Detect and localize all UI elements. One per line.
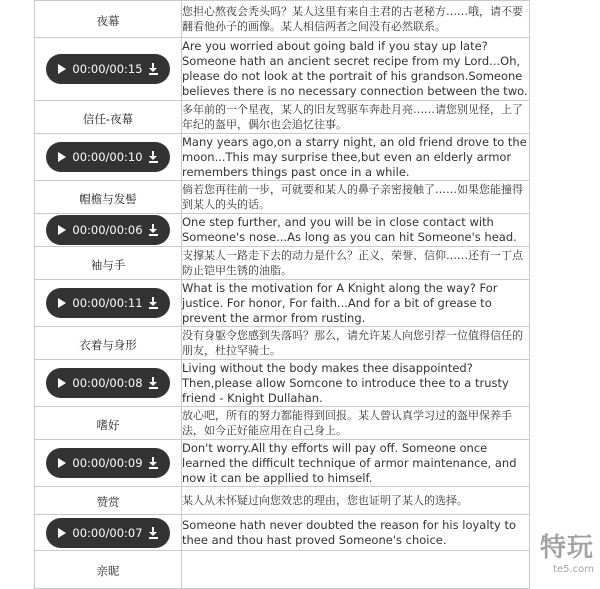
audio-time: 00:00/00:07 — [72, 525, 143, 540]
english-line: Living without the body makes thee disappointed?Then,please allow Somcone to introduce thee to a trusty friend - Knight Dullahan. — [182, 360, 509, 405]
audio-time: 00:00/00:15 — [72, 62, 143, 76]
chinese-line: 某人从未怀疑过向您效忠的理由，您也证明了某人的选择。 — [182, 494, 468, 507]
chinese-line-cell — [182, 327, 530, 360]
table-row — [35, 38, 530, 101]
voice-title-cell — [35, 407, 182, 440]
chinese-line-cell — [182, 487, 530, 515]
download-icon[interactable] — [149, 297, 158, 309]
english-line-cell — [182, 280, 530, 327]
table-row — [35, 1, 530, 38]
table-row — [35, 487, 530, 515]
chinese-line-cell — [182, 101, 530, 134]
voice-title: 信任-夜幕 — [82, 111, 134, 126]
play-icon[interactable] — [58, 152, 66, 162]
audio-player[interactable] — [46, 518, 170, 548]
voice-title: 赞赏 — [96, 495, 120, 509]
voice-title: 帽檐与发髻 — [79, 191, 137, 206]
audio-time: 00:00/00:10 — [72, 150, 143, 164]
voice-title-cell — [35, 327, 182, 360]
watermark-brand: 特玩 — [539, 533, 594, 563]
audio-cell — [35, 134, 182, 181]
audio-cell — [35, 38, 182, 101]
chinese-line: 您担心熬夜会秃头吗？某人这里有来自主君的古老秘方……哦，请不要翻看他孙子的画像。某人相信两者之间没有必然联系。 — [182, 5, 523, 33]
chinese-line-cell — [182, 407, 530, 440]
voice-title-cell — [35, 1, 182, 38]
table-row — [35, 360, 530, 407]
english-line-cell — [182, 134, 530, 181]
play-icon[interactable] — [58, 528, 66, 538]
table-row — [35, 101, 530, 134]
table-row — [35, 247, 530, 280]
english-line-cell — [182, 38, 530, 101]
play-icon[interactable] — [58, 225, 66, 235]
voice-title: 衣着与身形 — [79, 337, 137, 352]
voice-title: 亲昵 — [96, 564, 120, 578]
audio-player[interactable] — [46, 288, 170, 318]
voice-title-cell — [35, 487, 182, 515]
chinese-line-cell — [182, 247, 530, 280]
table-row — [35, 440, 530, 487]
play-icon[interactable] — [58, 64, 66, 74]
download-icon[interactable] — [149, 151, 158, 163]
table-row — [35, 515, 530, 551]
audio-cell — [35, 360, 182, 407]
english-line-cell — [182, 515, 530, 551]
english-line: Are you worried about going bald if you stay up late? Someone hath an ancient secret recipe from my Lord...Oh, please do not look at the portrait of his grandson.Someone believes there is no necessary connection between the two. — [182, 39, 528, 98]
voice-lines-table — [34, 0, 530, 589]
table-row — [35, 280, 530, 327]
chinese-line-cell — [182, 1, 530, 38]
audio-cell — [35, 515, 182, 551]
chinese-line: 放心吧，所有的努力都能得到回报。某人曾认真学习过的盔甲保养手法，如今正好能应用在自己身上。 — [182, 409, 512, 437]
audio-time: 00:00/00:09 — [72, 456, 143, 470]
table-row — [35, 327, 530, 360]
audio-player[interactable] — [46, 448, 170, 478]
play-icon[interactable] — [58, 378, 66, 388]
voice-title-cell — [35, 181, 182, 214]
audio-time: 00:00/00:08 — [72, 376, 143, 390]
play-icon[interactable] — [58, 458, 66, 468]
english-line: Many years ago,on a starry night, an old friend drove to the moon...This may surprise thee,but even an elderly armor remembers things past once in a while. — [182, 134, 527, 179]
table-row — [35, 214, 530, 247]
english-line-cell — [182, 360, 530, 407]
chinese-line-cell — [182, 181, 530, 214]
english-line: One step further, and you will be in close contact with Someone's nose...As long as you can hit Someone's head. — [182, 215, 517, 244]
download-icon[interactable] — [149, 457, 158, 469]
voice-title: 袖与手 — [90, 257, 126, 272]
audio-time: 00:00/00:06 — [72, 223, 143, 237]
audio-time: 00:00/00:11 — [72, 296, 143, 310]
table-row — [35, 407, 530, 440]
english-line-cell — [182, 214, 530, 247]
audio-player[interactable] — [46, 215, 170, 245]
download-icon[interactable] — [149, 63, 158, 75]
table-row — [35, 181, 530, 214]
play-icon[interactable] — [58, 298, 66, 308]
audio-cell — [35, 280, 182, 327]
table-row — [35, 134, 530, 181]
site-watermark — [540, 527, 594, 575]
english-line: What is the motivation for A Knight along the way? For justice. For honor, For faith...And for a bit of grease to prevent the armor from rusting. — [182, 280, 498, 325]
chinese-line: 支撑某人一路走下去的动力是什么？正义、荣誉、信仰……还有一丁点防止铠甲生锈的油脂。 — [182, 249, 523, 277]
audio-player[interactable] — [46, 368, 170, 398]
audio-player[interactable] — [46, 142, 170, 172]
voice-title-cell — [35, 101, 182, 134]
chinese-line: 多年前的一个星夜，某人的旧友驾驱车奔赴月亮……请您别见怪，上了年纪的盔甲，偶尔也会追忆往事。 — [182, 103, 523, 131]
download-icon[interactable] — [149, 527, 158, 539]
english-line: Someone hath never doubted the reason for his loyalty to thee and thou hast proved Someone's choice. — [182, 517, 517, 547]
voice-title: 夜幕 — [96, 13, 120, 28]
watermark-domain: te5.com — [553, 564, 594, 575]
chinese-line: 倘若您再往前一步，可就要和某人的鼻子亲密接触了……如果您能撞得到某人的头的话。 — [182, 183, 523, 211]
download-icon[interactable] — [149, 377, 158, 389]
english-line-cell — [182, 440, 530, 487]
download-icon[interactable] — [149, 224, 158, 236]
voice-title: 嗜好 — [96, 417, 120, 432]
english-line: Don't worry.All thy efforts will pay off. Someone once learned the difficult technique of armor maintenance, and now it can be appllied to himself. — [182, 440, 517, 485]
voice-title-cell — [35, 247, 182, 280]
audio-player[interactable] — [46, 54, 170, 84]
audio-cell — [35, 214, 182, 247]
audio-cell — [35, 440, 182, 487]
chinese-line: 没有身躯令您感到失落吗？那么，请允许某人向您引荐一位值得信任的朋友，杜拉罕骑士。 — [182, 329, 523, 357]
